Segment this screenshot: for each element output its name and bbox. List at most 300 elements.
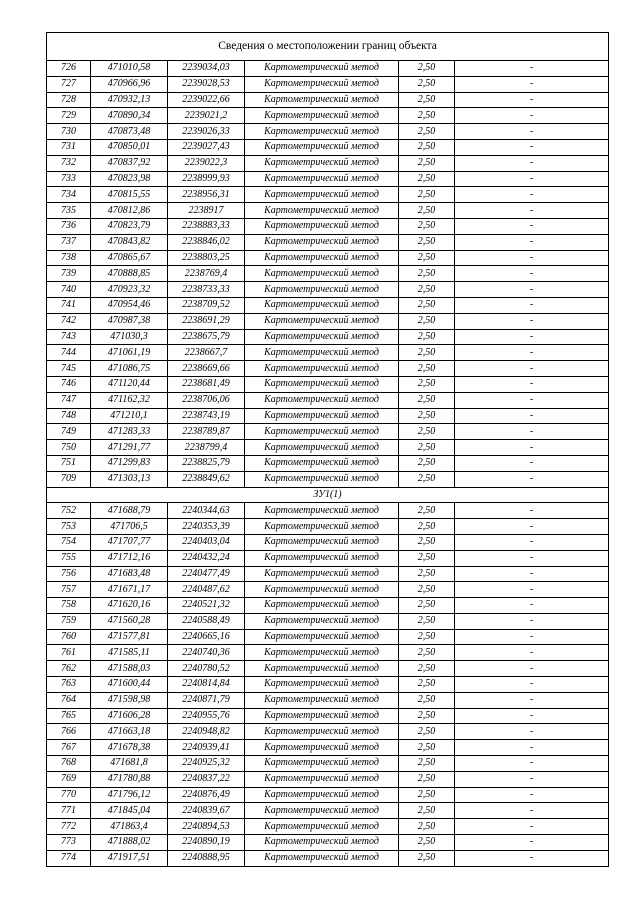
description-cell: - xyxy=(455,108,609,124)
method-cell: Картометрический метод xyxy=(245,61,399,77)
method-cell: Картометрический метод xyxy=(245,519,399,535)
precision-cell: 2,50 xyxy=(399,455,455,471)
table-row xyxy=(47,677,609,693)
coordinate-x-cell: 470966,96 xyxy=(91,76,168,92)
method-cell: Картометрический метод xyxy=(245,771,399,787)
point-number-cell: 735 xyxy=(47,203,91,219)
description-cell: - xyxy=(455,282,609,298)
precision-cell: 2,50 xyxy=(399,661,455,677)
precision-cell: 2,50 xyxy=(399,376,455,392)
table-row xyxy=(47,203,609,219)
point-number-cell: 748 xyxy=(47,408,91,424)
method-cell: Картометрический метод xyxy=(245,677,399,693)
precision-cell: 2,50 xyxy=(399,724,455,740)
table-row xyxy=(47,424,609,440)
coordinate-y-cell: 2240403,04 xyxy=(168,534,245,550)
method-cell: Картометрический метод xyxy=(245,92,399,108)
method-cell: Картометрический метод xyxy=(245,756,399,772)
coordinate-x-cell: 471010,58 xyxy=(91,61,168,77)
table-row xyxy=(47,282,609,298)
coordinate-y-cell: 2238669,66 xyxy=(168,361,245,377)
coordinate-y-cell: 2240948,82 xyxy=(168,724,245,740)
description-cell: - xyxy=(455,124,609,140)
table-row xyxy=(47,187,609,203)
point-number-cell: 730 xyxy=(47,124,91,140)
table-row xyxy=(47,171,609,187)
method-cell: Картометрический метод xyxy=(245,582,399,598)
description-cell: - xyxy=(455,850,609,866)
description-cell: - xyxy=(455,297,609,313)
description-cell: - xyxy=(455,139,609,155)
table-row xyxy=(47,787,609,803)
point-number-cell: 739 xyxy=(47,266,91,282)
precision-cell: 2,50 xyxy=(399,203,455,219)
description-cell: - xyxy=(455,92,609,108)
description-cell: - xyxy=(455,171,609,187)
method-cell: Картометрический метод xyxy=(245,598,399,614)
table-row xyxy=(47,645,609,661)
coordinate-x-cell: 471688,79 xyxy=(91,503,168,519)
description-cell: - xyxy=(455,266,609,282)
table-row xyxy=(47,692,609,708)
description-cell: - xyxy=(455,187,609,203)
coordinate-x-cell: 471888,02 xyxy=(91,835,168,851)
precision-cell: 2,50 xyxy=(399,108,455,124)
method-cell: Картометрический метод xyxy=(245,661,399,677)
precision-cell: 2,50 xyxy=(399,61,455,77)
description-cell: - xyxy=(455,329,609,345)
precision-cell: 2,50 xyxy=(399,187,455,203)
description-cell: - xyxy=(455,787,609,803)
table-row xyxy=(47,139,609,155)
description-cell: - xyxy=(455,629,609,645)
description-cell: - xyxy=(455,519,609,535)
description-cell: - xyxy=(455,708,609,724)
coordinate-x-cell: 471577,81 xyxy=(91,629,168,645)
description-cell: - xyxy=(455,424,609,440)
coordinate-x-cell: 471780,88 xyxy=(91,771,168,787)
table-row xyxy=(47,408,609,424)
method-cell: Картометрический метод xyxy=(245,171,399,187)
precision-cell: 2,50 xyxy=(399,708,455,724)
point-number-cell: 709 xyxy=(47,471,91,487)
method-cell: Картометрический метод xyxy=(245,282,399,298)
point-number-cell: 736 xyxy=(47,218,91,234)
coordinate-y-cell: 2239027,43 xyxy=(168,139,245,155)
coordinate-y-cell: 2240665,16 xyxy=(168,629,245,645)
point-number-cell: 771 xyxy=(47,803,91,819)
table-row xyxy=(47,708,609,724)
description-cell: - xyxy=(455,835,609,851)
table-row xyxy=(47,850,609,866)
method-cell: Картометрический метод xyxy=(245,155,399,171)
table-row xyxy=(47,297,609,313)
coordinate-x-cell: 471683,48 xyxy=(91,566,168,582)
point-number-cell: 729 xyxy=(47,108,91,124)
precision-cell: 2,50 xyxy=(399,124,455,140)
coordinate-x-cell: 471706,5 xyxy=(91,519,168,535)
coordinate-y-cell: 2240925,32 xyxy=(168,756,245,772)
table-row xyxy=(47,155,609,171)
precision-cell: 2,50 xyxy=(399,835,455,851)
point-number-cell: 770 xyxy=(47,787,91,803)
precision-cell: 2,50 xyxy=(399,424,455,440)
table-row xyxy=(47,629,609,645)
coordinate-x-cell: 471845,04 xyxy=(91,803,168,819)
coordinate-x-cell: 471663,18 xyxy=(91,724,168,740)
coordinate-y-cell: 2240894,53 xyxy=(168,819,245,835)
point-number-cell: 769 xyxy=(47,771,91,787)
point-number-cell: 772 xyxy=(47,819,91,835)
point-number-cell: 752 xyxy=(47,503,91,519)
table-caption-row xyxy=(47,33,609,61)
coordinate-x-cell: 470873,48 xyxy=(91,124,168,140)
coordinate-x-cell: 470888,85 xyxy=(91,266,168,282)
method-cell: Картометрический метод xyxy=(245,503,399,519)
coordinate-x-cell: 470865,67 xyxy=(91,250,168,266)
precision-cell: 2,50 xyxy=(399,566,455,582)
coordinate-y-cell: 2240939,41 xyxy=(168,740,245,756)
coordinate-y-cell: 2238799,4 xyxy=(168,440,245,456)
coordinate-x-cell: 471120,44 xyxy=(91,376,168,392)
description-cell: - xyxy=(455,598,609,614)
point-number-cell: 766 xyxy=(47,724,91,740)
precision-cell: 2,50 xyxy=(399,740,455,756)
precision-cell: 2,50 xyxy=(399,250,455,266)
coordinate-y-cell: 2240839,67 xyxy=(168,803,245,819)
description-cell: - xyxy=(455,455,609,471)
precision-cell: 2,50 xyxy=(399,282,455,298)
point-number-cell: 758 xyxy=(47,598,91,614)
precision-cell: 2,50 xyxy=(399,361,455,377)
method-cell: Картометрический метод xyxy=(245,424,399,440)
table-row xyxy=(47,266,609,282)
description-cell: - xyxy=(455,613,609,629)
point-number-cell: 745 xyxy=(47,361,91,377)
point-number-cell: 740 xyxy=(47,282,91,298)
description-cell: - xyxy=(455,203,609,219)
coordinate-x-cell: 471678,38 xyxy=(91,740,168,756)
description-cell: - xyxy=(455,408,609,424)
table-row xyxy=(47,661,609,677)
precision-cell: 2,50 xyxy=(399,819,455,835)
point-number-cell: 737 xyxy=(47,234,91,250)
coordinate-x-cell: 471291,77 xyxy=(91,440,168,456)
method-cell: Картометрический метод xyxy=(245,392,399,408)
coordinate-y-cell: 2240955,76 xyxy=(168,708,245,724)
coordinate-y-cell: 2240477,49 xyxy=(168,566,245,582)
method-cell: Картометрический метод xyxy=(245,313,399,329)
method-cell: Картометрический метод xyxy=(245,139,399,155)
method-cell: Картометрический метод xyxy=(245,455,399,471)
point-number-cell: 755 xyxy=(47,550,91,566)
description-cell: - xyxy=(455,534,609,550)
coordinate-y-cell: 2240588,49 xyxy=(168,613,245,629)
coordinate-y-cell: 2238846,02 xyxy=(168,234,245,250)
description-cell: - xyxy=(455,661,609,677)
table-row xyxy=(47,598,609,614)
coordinate-y-cell: 2238743,19 xyxy=(168,408,245,424)
table-row xyxy=(47,250,609,266)
coordinate-y-cell: 2240353,39 xyxy=(168,519,245,535)
method-cell: Картометрический метод xyxy=(245,787,399,803)
table-row xyxy=(47,313,609,329)
coordinate-x-cell: 470923,32 xyxy=(91,282,168,298)
description-cell: - xyxy=(455,61,609,77)
method-cell: Картометрический метод xyxy=(245,329,399,345)
precision-cell: 2,50 xyxy=(399,155,455,171)
table-row xyxy=(47,345,609,361)
table-row xyxy=(47,92,609,108)
point-number-cell: 751 xyxy=(47,455,91,471)
coordinate-x-cell: 471606,28 xyxy=(91,708,168,724)
coordinate-y-cell: 2238849,62 xyxy=(168,471,245,487)
method-cell: Картометрический метод xyxy=(245,440,399,456)
precision-cell: 2,50 xyxy=(399,519,455,535)
coordinate-y-cell: 2238667,7 xyxy=(168,345,245,361)
table-row xyxy=(47,503,609,519)
coordinate-x-cell: 471585,11 xyxy=(91,645,168,661)
description-cell: - xyxy=(455,645,609,661)
precision-cell: 2,50 xyxy=(399,234,455,250)
description-cell: - xyxy=(455,345,609,361)
table-row xyxy=(47,234,609,250)
description-cell: - xyxy=(455,471,609,487)
table-row xyxy=(47,376,609,392)
method-cell: Картометрический метод xyxy=(245,835,399,851)
point-number-cell: 733 xyxy=(47,171,91,187)
precision-cell: 2,50 xyxy=(399,850,455,866)
method-cell: Картометрический метод xyxy=(245,187,399,203)
coordinate-y-cell: 2240521,32 xyxy=(168,598,245,614)
coordinate-y-cell: 2240740,36 xyxy=(168,645,245,661)
precision-cell: 2,50 xyxy=(399,92,455,108)
precision-cell: 2,50 xyxy=(399,408,455,424)
precision-cell: 2,50 xyxy=(399,534,455,550)
coordinate-y-cell: 2240432,24 xyxy=(168,550,245,566)
method-cell: Картометрический метод xyxy=(245,629,399,645)
point-number-cell: 749 xyxy=(47,424,91,440)
method-cell: Картометрический метод xyxy=(245,124,399,140)
precision-cell: 2,50 xyxy=(399,297,455,313)
coordinate-y-cell: 2238956,31 xyxy=(168,187,245,203)
coordinate-y-cell: 2238999,93 xyxy=(168,171,245,187)
method-cell: Картометрический метод xyxy=(245,740,399,756)
precision-cell: 2,50 xyxy=(399,440,455,456)
point-number-cell: 761 xyxy=(47,645,91,661)
coordinate-y-cell: 2239026,33 xyxy=(168,124,245,140)
description-cell: - xyxy=(455,566,609,582)
table-row xyxy=(47,756,609,772)
description-cell: - xyxy=(455,440,609,456)
point-number-cell: 741 xyxy=(47,297,91,313)
point-number-cell: 732 xyxy=(47,155,91,171)
table-row xyxy=(47,329,609,345)
description-cell: - xyxy=(455,503,609,519)
table-row xyxy=(47,803,609,819)
precision-cell: 2,50 xyxy=(399,692,455,708)
precision-cell: 2,50 xyxy=(399,598,455,614)
table-row xyxy=(47,740,609,756)
description-cell: - xyxy=(455,771,609,787)
method-cell: Картометрический метод xyxy=(245,218,399,234)
point-number-cell: 763 xyxy=(47,677,91,693)
precision-cell: 2,50 xyxy=(399,771,455,787)
coordinate-y-cell: 2239034,03 xyxy=(168,61,245,77)
precision-cell: 2,50 xyxy=(399,76,455,92)
coordinate-y-cell: 2238769,4 xyxy=(168,266,245,282)
description-cell: - xyxy=(455,819,609,835)
precision-cell: 2,50 xyxy=(399,582,455,598)
coordinate-x-cell: 471162,32 xyxy=(91,392,168,408)
coordinate-y-cell: 2238825,79 xyxy=(168,455,245,471)
coordinate-y-cell: 2239022,3 xyxy=(168,155,245,171)
point-number-cell: 728 xyxy=(47,92,91,108)
description-cell: - xyxy=(455,234,609,250)
table-row xyxy=(47,550,609,566)
method-cell: Картометрический метод xyxy=(245,376,399,392)
method-cell: Картометрический метод xyxy=(245,76,399,92)
method-cell: Картометрический метод xyxy=(245,361,399,377)
table-row xyxy=(47,534,609,550)
precision-cell: 2,50 xyxy=(399,329,455,345)
coordinate-y-cell: 2240837,22 xyxy=(168,771,245,787)
description-cell: - xyxy=(455,582,609,598)
coordinate-x-cell: 471796,12 xyxy=(91,787,168,803)
coordinate-x-cell: 471210,1 xyxy=(91,408,168,424)
table-row xyxy=(47,440,609,456)
point-number-cell: 759 xyxy=(47,613,91,629)
point-number-cell: 765 xyxy=(47,708,91,724)
coordinate-x-cell: 470823,98 xyxy=(91,171,168,187)
method-cell: Картометрический метод xyxy=(245,345,399,361)
coordinate-x-cell: 471681,8 xyxy=(91,756,168,772)
method-cell: Картометрический метод xyxy=(245,566,399,582)
coordinate-y-cell: 2238917 xyxy=(168,203,245,219)
description-cell: - xyxy=(455,250,609,266)
coordinate-x-cell: 471299,83 xyxy=(91,455,168,471)
method-cell: Картометрический метод xyxy=(245,850,399,866)
table-row xyxy=(47,566,609,582)
method-cell: Картометрический метод xyxy=(245,613,399,629)
table-row xyxy=(47,455,609,471)
table-row xyxy=(47,361,609,377)
description-cell: - xyxy=(455,550,609,566)
description-cell: - xyxy=(455,756,609,772)
point-number-cell: 767 xyxy=(47,740,91,756)
method-cell: Картометрический метод xyxy=(245,408,399,424)
description-cell: - xyxy=(455,361,609,377)
coordinate-y-cell: 2238681,49 xyxy=(168,376,245,392)
table-row xyxy=(47,61,609,77)
table-row xyxy=(47,76,609,92)
precision-cell: 2,50 xyxy=(399,645,455,661)
coordinate-x-cell: 470812,86 xyxy=(91,203,168,219)
coordinate-y-cell: 2239022,66 xyxy=(168,92,245,108)
coordinate-x-cell: 470890,34 xyxy=(91,108,168,124)
point-number-cell: 754 xyxy=(47,534,91,550)
description-cell: - xyxy=(455,740,609,756)
precision-cell: 2,50 xyxy=(399,471,455,487)
method-cell: Картометрический метод xyxy=(245,708,399,724)
method-cell: Картометрический метод xyxy=(245,471,399,487)
coordinate-x-cell: 471707,77 xyxy=(91,534,168,550)
point-number-cell: 768 xyxy=(47,756,91,772)
table-caption: Сведения о местоположении границ объекта xyxy=(47,33,609,61)
coordinate-y-cell: 2238709,52 xyxy=(168,297,245,313)
method-cell: Картометрический метод xyxy=(245,803,399,819)
point-number-cell: 731 xyxy=(47,139,91,155)
coordinate-x-cell: 471620,16 xyxy=(91,598,168,614)
coordinate-y-cell: 2240487,62 xyxy=(168,582,245,598)
coordinate-x-cell: 471598,98 xyxy=(91,692,168,708)
coordinate-y-cell: 2238733,33 xyxy=(168,282,245,298)
coordinate-y-cell: 2239021,2 xyxy=(168,108,245,124)
point-number-cell: 774 xyxy=(47,850,91,866)
precision-cell: 2,50 xyxy=(399,629,455,645)
point-number-cell: 762 xyxy=(47,661,91,677)
coordinate-x-cell: 470815,55 xyxy=(91,187,168,203)
point-number-cell: 753 xyxy=(47,519,91,535)
precision-cell: 2,50 xyxy=(399,503,455,519)
boundary-coordinates-table xyxy=(46,32,609,867)
table-row xyxy=(47,771,609,787)
precision-cell: 2,50 xyxy=(399,171,455,187)
point-number-cell: 756 xyxy=(47,566,91,582)
coordinate-y-cell: 2240888,95 xyxy=(168,850,245,866)
precision-cell: 2,50 xyxy=(399,787,455,803)
method-cell: Картометрический метод xyxy=(245,297,399,313)
coordinate-x-cell: 470987,38 xyxy=(91,313,168,329)
table-row xyxy=(47,613,609,629)
section-row xyxy=(47,487,609,503)
description-cell: - xyxy=(455,218,609,234)
description-cell: - xyxy=(455,376,609,392)
method-cell: Картометрический метод xyxy=(245,692,399,708)
method-cell: Картометрический метод xyxy=(245,234,399,250)
coordinate-x-cell: 471061,19 xyxy=(91,345,168,361)
description-cell: - xyxy=(455,677,609,693)
coordinate-y-cell: 2238883,33 xyxy=(168,218,245,234)
point-number-cell: 773 xyxy=(47,835,91,851)
method-cell: Картометрический метод xyxy=(245,645,399,661)
coordinate-y-cell: 2238675,79 xyxy=(168,329,245,345)
precision-cell: 2,50 xyxy=(399,139,455,155)
method-cell: Картометрический метод xyxy=(245,550,399,566)
method-cell: Картометрический метод xyxy=(245,266,399,282)
precision-cell: 2,50 xyxy=(399,677,455,693)
coordinate-y-cell: 2240780,52 xyxy=(168,661,245,677)
table-row xyxy=(47,124,609,140)
table-row xyxy=(47,471,609,487)
description-cell: - xyxy=(455,76,609,92)
point-number-cell: 727 xyxy=(47,76,91,92)
point-number-cell: 764 xyxy=(47,692,91,708)
point-number-cell: 743 xyxy=(47,329,91,345)
coordinate-x-cell: 471917,51 xyxy=(91,850,168,866)
point-number-cell: 746 xyxy=(47,376,91,392)
coordinate-x-cell: 470954,46 xyxy=(91,297,168,313)
table-row xyxy=(47,582,609,598)
coordinate-x-cell: 471588,03 xyxy=(91,661,168,677)
precision-cell: 2,50 xyxy=(399,550,455,566)
coordinate-y-cell: 2239028,53 xyxy=(168,76,245,92)
point-number-cell: 726 xyxy=(47,61,91,77)
method-cell: Картометрический метод xyxy=(245,724,399,740)
coordinate-y-cell: 2238789,87 xyxy=(168,424,245,440)
point-number-cell: 742 xyxy=(47,313,91,329)
method-cell: Картометрический метод xyxy=(245,819,399,835)
